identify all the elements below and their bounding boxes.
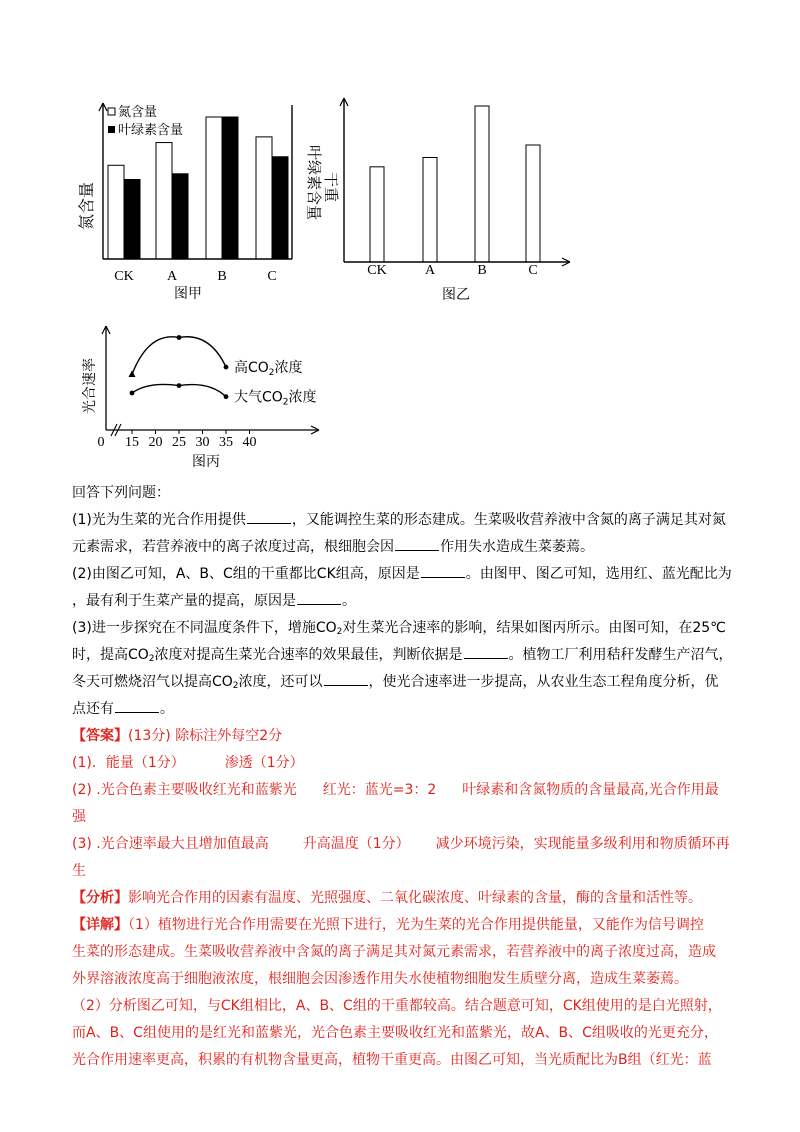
bing-xtick-label: 30	[195, 435, 210, 450]
q3-text-j: 。	[160, 701, 174, 717]
detail-line-1	[72, 912, 734, 939]
bing-xtick-label: 15	[125, 435, 139, 450]
figure-jia	[70, 95, 310, 305]
jia-xtick-label: CK	[114, 269, 134, 284]
q1-text-a: (1)光为生菜的光合作用提供	[72, 512, 246, 528]
bing-point	[177, 335, 182, 340]
q3-text-d: 浓度对提高生菜光合速率的效果最佳，判断依据是	[154, 647, 463, 663]
detail-text-4: （2）分析图乙可知，与CK组相比，A、B、C组的干重都较高。结合题意可知，CK组使用的是白光照射，	[72, 998, 722, 1014]
q3-line-3	[72, 669, 734, 696]
bing-series-label: 大气$CO_2$浓度	[234, 389, 317, 408]
q1-line-2	[72, 534, 734, 561]
bing-series-label: 高$CO_2$浓度	[234, 360, 303, 379]
bing-caption: 图丙	[192, 454, 220, 470]
answer-head: (13分) 除标注外每空2分	[128, 728, 283, 744]
detail-line-3	[72, 966, 734, 993]
bar-dry-weight-ck	[370, 167, 384, 262]
bar-dry-weight-a	[423, 157, 437, 262]
yi-ylabel: 干重	[322, 172, 340, 203]
q2-text-b: 。由图甲、图乙可知，选用红、蓝光配比为	[465, 566, 732, 582]
q1-text-b: ，又能调控生菜的形态建成。生菜吸收营养液中含氮的离子满足其对氮	[291, 512, 726, 528]
q3-text-g: 浓度，还可以	[238, 674, 323, 690]
q3-line-1	[72, 615, 734, 642]
q3-text-h: ，使光合速率进一步提高，从农业生态工程角度分析，优	[368, 674, 719, 690]
bing-point	[224, 394, 229, 399]
bing-point	[224, 365, 229, 370]
q3-text-a: (3)进一步探究在不同温度条件下，增施CO	[72, 620, 337, 636]
jia-xtick-label: A	[166, 269, 178, 284]
detail-text-6: 光合作用速率更高，积累的有机物含量更高，植物干重更高。由图乙可知，当光质配比为B组（红光：蓝	[72, 1052, 712, 1068]
answer-3d: 生	[72, 863, 86, 879]
detail-text-2: 生菜的形态建成。生菜吸收营养液中含氮的离子满足其对氮元素需求，若营养液中的离子浓度过高，造成	[72, 944, 716, 960]
bing-point-triangle	[129, 371, 136, 378]
q3-text-i: 点还有	[72, 701, 114, 717]
detail-text-3: 外界溶液浓度高于细胞液浓度，根细胞会因渗透作用失水使植物细胞发生质壁分离，造成生菜萎蔫。	[72, 971, 688, 987]
bar-nitrogen-c	[256, 137, 272, 259]
bing-xtick-label: 0	[97, 435, 105, 450]
q3-text-f: 冬天可燃烧沼气以提高CO	[72, 674, 233, 690]
bar-chlorophyll-c	[272, 157, 288, 259]
jia-y2label-box	[292, 140, 323, 240]
jia-ylabel: 氮含量	[77, 181, 96, 230]
bar-chlorophyll-ck	[124, 179, 140, 259]
q2-line-1	[72, 561, 734, 588]
answer-tag: 【答案】	[72, 728, 128, 744]
q3-text-e: 。植物工厂利用秸秆发酵生产沼气，	[508, 647, 733, 663]
q1-text-c: 元素需求，若营养液中的离子浓度过高，根细胞会因	[72, 539, 394, 555]
q3-text-c: 时，提高CO	[72, 647, 149, 663]
answer-1a: (1)．能量（1分）	[72, 755, 185, 771]
subscript-2: 2	[232, 681, 239, 691]
legend-nitrogen-swatch	[108, 108, 115, 115]
bar-nitrogen-b	[206, 117, 222, 259]
legend-chlorophyll-swatch	[108, 126, 115, 133]
detail-tag: 【详解】	[72, 917, 128, 933]
intro-text: 回答下列问题：	[72, 485, 170, 501]
q1-line-1	[72, 507, 734, 534]
answer-2c: 叶绿素和含氮物质的含量最高,光合作用最	[462, 782, 719, 798]
answer-3	[72, 831, 734, 858]
q2-text-c: ，最有利于生菜产量的提高，原因是	[72, 593, 296, 609]
answer-blank[interactable]	[395, 536, 439, 551]
detail-text-5: 而A、B、C组使用的是红光和蓝紫光，光合色素主要吸收红光和蓝紫光，故A、B、C组吸收的光更充分，	[72, 1025, 718, 1041]
answer-2a: (2) .光合色素主要吸收红光和蓝紫光	[72, 782, 297, 798]
yi-xtick-label: CK	[367, 263, 387, 278]
figure-yi	[318, 92, 580, 304]
answer-blank[interactable]	[324, 671, 368, 686]
bing-curve-0	[132, 337, 226, 375]
subscript-2: 2	[336, 627, 343, 637]
q2-text-d: 。	[342, 593, 356, 609]
bing-xtick-label: 35	[219, 435, 233, 450]
answer-3c: 减少环境污染，实现能量多级利用和物质循环再	[435, 836, 730, 852]
detail-text-1: （1）植物进行光合作用需要在光照下进行，光为生菜的光合作用提供能量，又能作为信号调控	[128, 917, 704, 933]
q2-text-a: (2)由图乙可知，A、B、C组的干重都比CK组高，原因是	[72, 566, 420, 582]
jia-xtick-label: B	[217, 269, 227, 284]
question-text-block	[72, 480, 734, 1074]
bing-point	[177, 383, 182, 388]
answer-2	[72, 777, 734, 804]
yi-xtick-label: B	[477, 263, 487, 278]
bing-point	[130, 391, 135, 396]
legend-chlorophyll: 叶绿素含量	[118, 123, 184, 138]
bar-chlorophyll-a	[172, 174, 188, 259]
jia-caption: 图甲	[174, 286, 202, 302]
answer-blank[interactable]	[247, 509, 291, 524]
q3-line-2	[72, 642, 734, 669]
analysis-text: 影响光合作用的因素有温度、光照强度、二氧化碳浓度、叶绿素的含量，酶的含量和活性等。	[128, 890, 702, 906]
analysis-tag: 【分析】	[72, 890, 128, 906]
analysis-line	[72, 885, 734, 912]
detail-line-6	[72, 1047, 734, 1074]
answer-3a: (3) .光合速率最大且增加值最高	[72, 836, 269, 852]
answer-2-cont	[72, 804, 734, 831]
bar-dry-weight-c	[526, 145, 540, 262]
legend-nitrogen: 氮含量	[118, 105, 158, 120]
yi-xtick-label: C	[528, 263, 538, 278]
jia-y2label: 叶绿素含量	[305, 145, 323, 221]
yi-caption: 图乙	[442, 287, 470, 303]
bar-nitrogen-ck	[108, 165, 124, 259]
q3-text-b: 对生菜光合速率的影响，结果如图丙所示。由图可知，在25℃	[342, 620, 726, 636]
bing-xtick-label: 20	[148, 435, 163, 450]
subscript-2: 2	[148, 654, 155, 664]
answer-header	[72, 723, 734, 750]
q2-line-2	[72, 588, 734, 615]
answer-blank[interactable]	[421, 563, 465, 578]
answer-3b: 升高温度（1分）	[302, 836, 410, 852]
figure-bing	[74, 320, 374, 470]
answer-3-cont	[72, 858, 734, 885]
bar-chlorophyll-b	[222, 117, 238, 259]
q3-line-4	[72, 696, 734, 723]
bing-xtick-label: 25	[172, 435, 186, 450]
answer-1	[72, 750, 734, 777]
answer-blank[interactable]	[297, 590, 341, 605]
detail-line-5	[72, 1020, 734, 1047]
answer-blank[interactable]	[115, 698, 159, 713]
jia-xtick-label: C	[267, 269, 277, 284]
answer-blank[interactable]	[464, 644, 508, 659]
bing-xtick-label: 40	[242, 435, 257, 450]
detail-line-2	[72, 939, 734, 966]
intro-line	[72, 480, 734, 507]
answer-2b: 红光：蓝光=3：2	[322, 782, 437, 798]
detail-line-4	[72, 993, 734, 1020]
bar-nitrogen-a	[156, 143, 172, 259]
answer-2d: 强	[72, 809, 86, 825]
answer-1b: 渗透（1分）	[224, 755, 304, 771]
bing-ylabel: 光合速率	[82, 358, 98, 414]
yi-xtick-label: A	[424, 263, 436, 278]
q1-text-d: 作用失水造成生菜萎蔫。	[440, 539, 594, 555]
bar-dry-weight-b	[475, 106, 489, 262]
